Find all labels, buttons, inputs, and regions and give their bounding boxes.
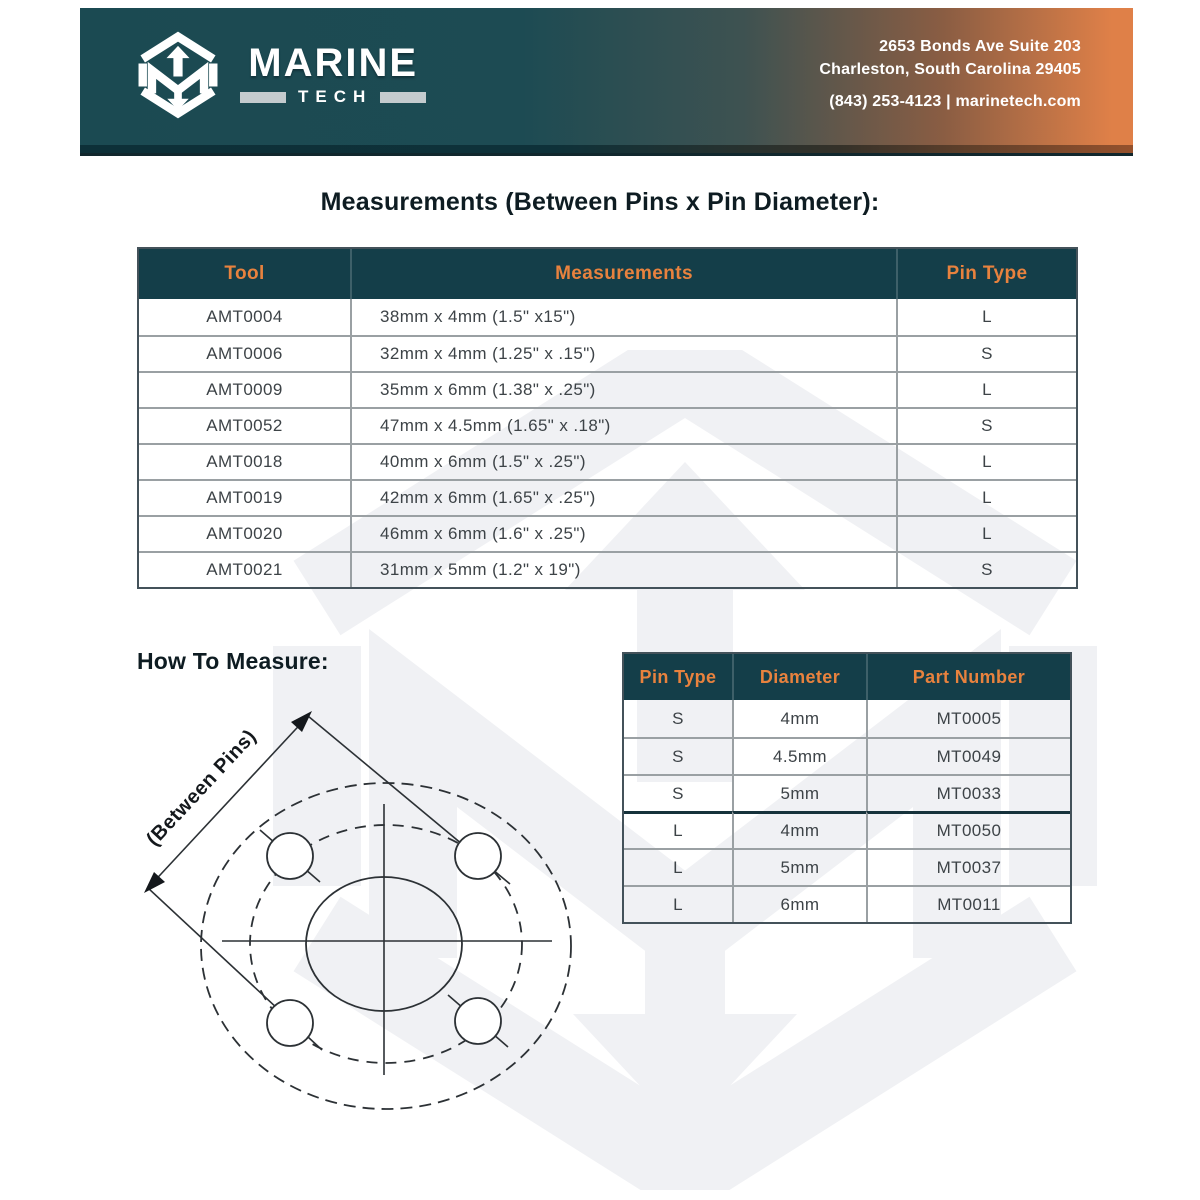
pin-type: S [624,737,732,774]
measurement: 46mm x 6mm (1.6" x .25") [350,515,896,551]
diameter: 6mm [732,885,866,922]
tool-id: AMT0020 [139,515,350,551]
measurements-table [137,247,1078,589]
tool-id: AMT0009 [139,371,350,407]
pin-type: L [896,515,1076,551]
diameter: 4.5mm [732,737,866,774]
tool-id: AMT0006 [139,335,350,371]
pin-type: L [896,479,1076,515]
how-to-measure-heading: How To Measure: [137,648,329,674]
contact-block [819,36,1081,113]
page-title: Measurements (Between Pins x Pin Diameter): [320,188,880,216]
pin-type: L [624,811,732,848]
measurement: 35mm x 6mm (1.38" x .25") [350,371,896,407]
part-number: MT0037 [866,848,1070,885]
tool-id: AMT0004 [206,307,283,326]
brand-bar-left [240,92,286,103]
pin-type: L [624,885,732,922]
measurement: 42mm x 6mm (1.65" x .25") [350,479,896,515]
pin-type: S [624,774,732,811]
phone-and-website: (843) 253-4123 | marinetech.com [829,93,1081,111]
pin-bottom-right [455,998,501,1044]
column-header-tool: Tool [224,263,265,284]
part-number: MT0049 [866,737,1070,774]
pin-top-left [267,833,313,879]
pin-type: S [896,407,1076,443]
brand-bar-right [380,92,426,103]
brand-sub-name: TECH [298,87,373,106]
banner-bottom-strip [80,145,1133,156]
diameter: 5mm [732,774,866,811]
measurements-table-header [139,249,1076,299]
tool-id: AMT0019 [139,479,350,515]
column-header-measurements: Measurements [350,249,896,299]
pin-type: L [896,443,1076,479]
measurement: 40mm x 6mm (1.5" x .25") [350,443,896,479]
part-number: MT0033 [866,774,1070,811]
part-number: MT0011 [866,885,1070,922]
pin-type: S [896,335,1076,371]
measurement: 38mm x 4mm (1.5" x15") [350,299,896,335]
pin-top-right [455,833,501,879]
column-header-diameter: Diameter [732,654,866,700]
measurement: 47mm x 4.5mm (1.65" x .18") [350,407,896,443]
brand-text [240,43,426,107]
hub-measurement-diagram [125,693,605,1153]
column-header-part-number: Part Number [866,654,1070,700]
pin-type: S [896,551,1076,587]
pin-table-header [624,654,1070,700]
measurement: 32mm x 4mm (1.25" x .15") [350,335,896,371]
part-number: MT0050 [866,811,1070,848]
diameter: 4mm [732,811,866,848]
address-line-1: 2653 Bonds Ave Suite 203 [879,38,1081,56]
pin-bottom-left [267,1000,313,1046]
tool-id: AMT0018 [139,443,350,479]
address-line-2: Charleston, South Carolina 29405 [819,60,1081,78]
column-header-pin-type: Pin Type [639,666,717,687]
between-pins-label: (Between Pins) [142,725,261,851]
pin-type-table [622,652,1072,924]
part-number: MT0005 [866,700,1070,737]
diameter: 4mm [732,700,866,737]
diameter: 5mm [732,848,866,885]
header-banner [80,8,1133,156]
tool-id: AMT0052 [139,407,350,443]
brand-block [132,25,426,125]
pin-type: L [624,848,732,885]
measurement: 31mm x 5mm (1.2" x 19") [350,551,896,587]
measurements-table-body [139,299,1076,587]
pin-type: S [672,708,684,728]
brand-name: MARINE [248,41,419,85]
tool-id: AMT0021 [139,551,350,587]
pin-type: L [896,371,1076,407]
pin-table-body [624,700,1070,922]
brand-subline [240,87,426,107]
marinetech-logo-icon [132,25,224,125]
column-header-pin-type: Pin Type [896,249,1076,299]
pin-type: L [896,299,1076,335]
